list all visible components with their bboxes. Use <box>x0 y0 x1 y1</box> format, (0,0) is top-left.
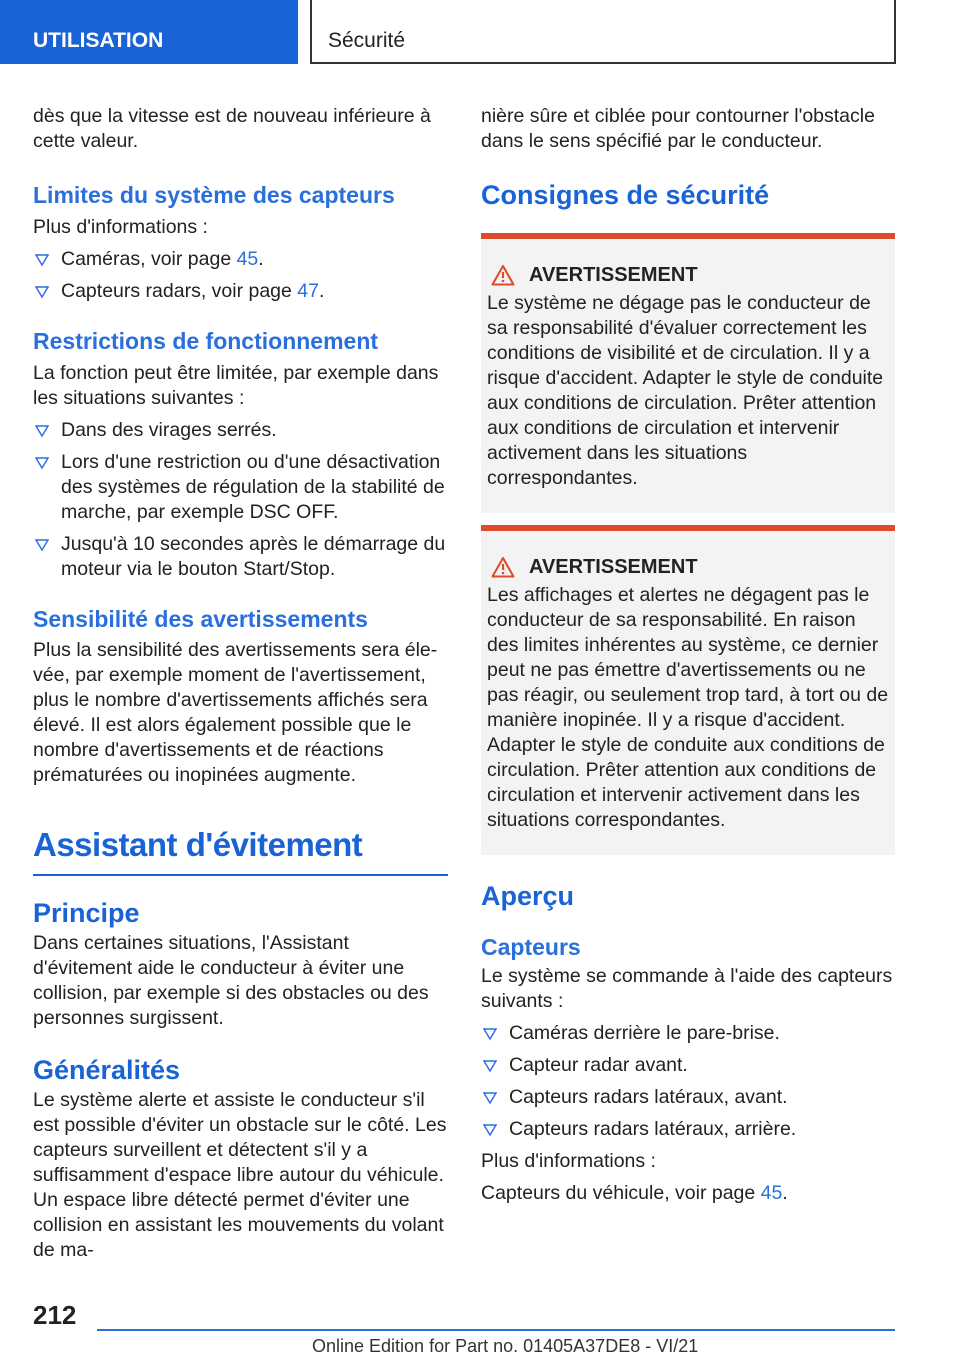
list-item: Capteurs radars latéraux, arrière. <box>481 1117 895 1142</box>
main-heading: Assistant d'évitement <box>33 826 363 863</box>
footer-rule <box>97 1329 895 1331</box>
page-title: Sécurité <box>328 29 406 52</box>
capteurs-text: Le système se commande à l'aide des capteurs suivants : <box>481 965 893 1012</box>
restrictions-text: La fonction peut être limitée, par exemple dans les situations suivantes : <box>33 362 439 409</box>
warning-text: Les affichages et alertes ne dégagent pas le conducteur de sa responsabilité. En raison des limites inhérentes au système, ce dernier peut ne pas émettre d'avertissements ou ne pas réagir, ou seulement trop tard, à tort ou de manière inopinée. Il y a risque d'accident. Adapter le style de conduite aux conditions de circulation. Prêter attention aux conditions de circulation et intervenir activement dans les situations correspondantes. <box>487 584 889 831</box>
page-link[interactable]: 45 <box>236 248 259 270</box>
footer-edition: Online Edition for Part no. 01405A37DE8 - VI/21 <box>312 1336 699 1356</box>
page-number: 212 <box>33 1300 77 1330</box>
list-item: Caméras, voir page 45. <box>33 247 448 272</box>
section-label: UTILISATION <box>33 29 164 52</box>
warning-text: Le système ne dégage pas le conducteur de sa responsabilité d'évaluer correctement les conditions de visibilité et de circulation. Il y a risque d'accident. Adapter le style de conduite aux conditions de circulation. Prêter attention aux conditions de circulation et intervenir activement dans les situations correspondantes. <box>487 292 884 489</box>
triangle-right-icon <box>35 451 49 473</box>
list-item: Capteurs radars, voir page 47. <box>33 279 448 304</box>
list-item: Jusqu'à 10 secondes après le démarrage du moteur via le bouton Start/Stop. <box>33 532 448 582</box>
generalites-text: Le système alerte et assiste le conducteur s'il est possible d'éviter un obstacle sur le côté. Les capteurs surveillent et détectent s'il y a suffisamment d'espace libre autour du véhicule. Un espace libre détecté permet d'éviter une collision en assistant les mouvements du volant de ma- <box>33 1089 447 1261</box>
list-item: Capteurs radars latéraux, avant. <box>481 1085 895 1110</box>
limits-list <box>33 247 448 304</box>
capteurs-heading: Capteurs <box>481 934 581 960</box>
page-link[interactable]: 47 <box>297 280 319 302</box>
warning-label: AVERTISSEMENT <box>529 264 698 286</box>
left-column <box>33 104 448 1263</box>
safety-heading: Consignes de sécurité <box>481 180 770 210</box>
heading-rule <box>33 874 448 876</box>
section-tab <box>0 0 298 64</box>
restrictions-list <box>33 418 448 582</box>
limits-heading: Limites du système des capteurs <box>33 182 395 208</box>
right-column <box>481 104 895 1206</box>
vehicle-sensors-text: Capteurs du véhicule, voir page 45. <box>481 1182 788 1204</box>
principe-text: Dans certaines situations, l'Assistant d'évitement aide le conducteur à éviter une collision, par exemple si des obstacles ou des personnes surgissent. <box>33 932 429 1029</box>
sensitivity-heading: Sensibilité des avertissements <box>33 606 368 632</box>
warning-box <box>481 233 895 513</box>
intro-text: dès que la vitesse est de nouveau inférieure à cette valeur. <box>33 105 431 152</box>
generalites-heading: Généralités <box>33 1055 181 1085</box>
restrictions-heading: Restrictions de fonctionnement <box>33 328 379 354</box>
triangle-right-icon <box>483 1054 497 1076</box>
triangle-right-icon <box>35 248 49 270</box>
triangle-right-icon <box>483 1118 497 1140</box>
sensitivity-text: Plus la sensibilité des avertissements sera élevée, par exemple moment de l'avertissement, plus le nombre d'avertissements affichés sera élevé. Il est alors également possible que le nombre d'avertissements et de réactions prématurées ou inopinées augmente. <box>33 639 438 786</box>
triangle-right-icon <box>483 1086 497 1108</box>
warning-triangle-icon <box>491 556 515 578</box>
continued-text: nière sûre et ciblée pour contourner l'obstacle dans le sens spécifié par le conducteur. <box>481 105 875 152</box>
triangle-right-icon <box>35 419 49 441</box>
principe-heading: Principe <box>33 898 140 928</box>
triangle-right-icon <box>35 533 49 555</box>
list-item: Caméras derrière le pare-brise. <box>481 1021 895 1046</box>
warning-triangle-icon <box>491 264 515 286</box>
list-item: Lors d'une restriction ou d'une désactivation des systèmes de régulation de la stabilité de marche, par exemple DSC OFF. <box>33 450 448 525</box>
limits-text: Plus d'informations : <box>33 216 208 238</box>
triangle-right-icon <box>483 1022 497 1044</box>
triangle-right-icon <box>35 280 49 302</box>
list-item: Dans des virages serrés. <box>33 418 448 443</box>
warning-box <box>481 525 895 855</box>
apercu-heading: Aperçu <box>481 881 575 911</box>
capteurs-list <box>481 1021 895 1142</box>
page-link[interactable]: 45 <box>760 1182 783 1204</box>
more-info-text: Plus d'informations : <box>481 1150 656 1172</box>
warning-label: AVERTISSEMENT <box>529 556 698 578</box>
list-item: Capteur radar avant. <box>481 1053 895 1078</box>
